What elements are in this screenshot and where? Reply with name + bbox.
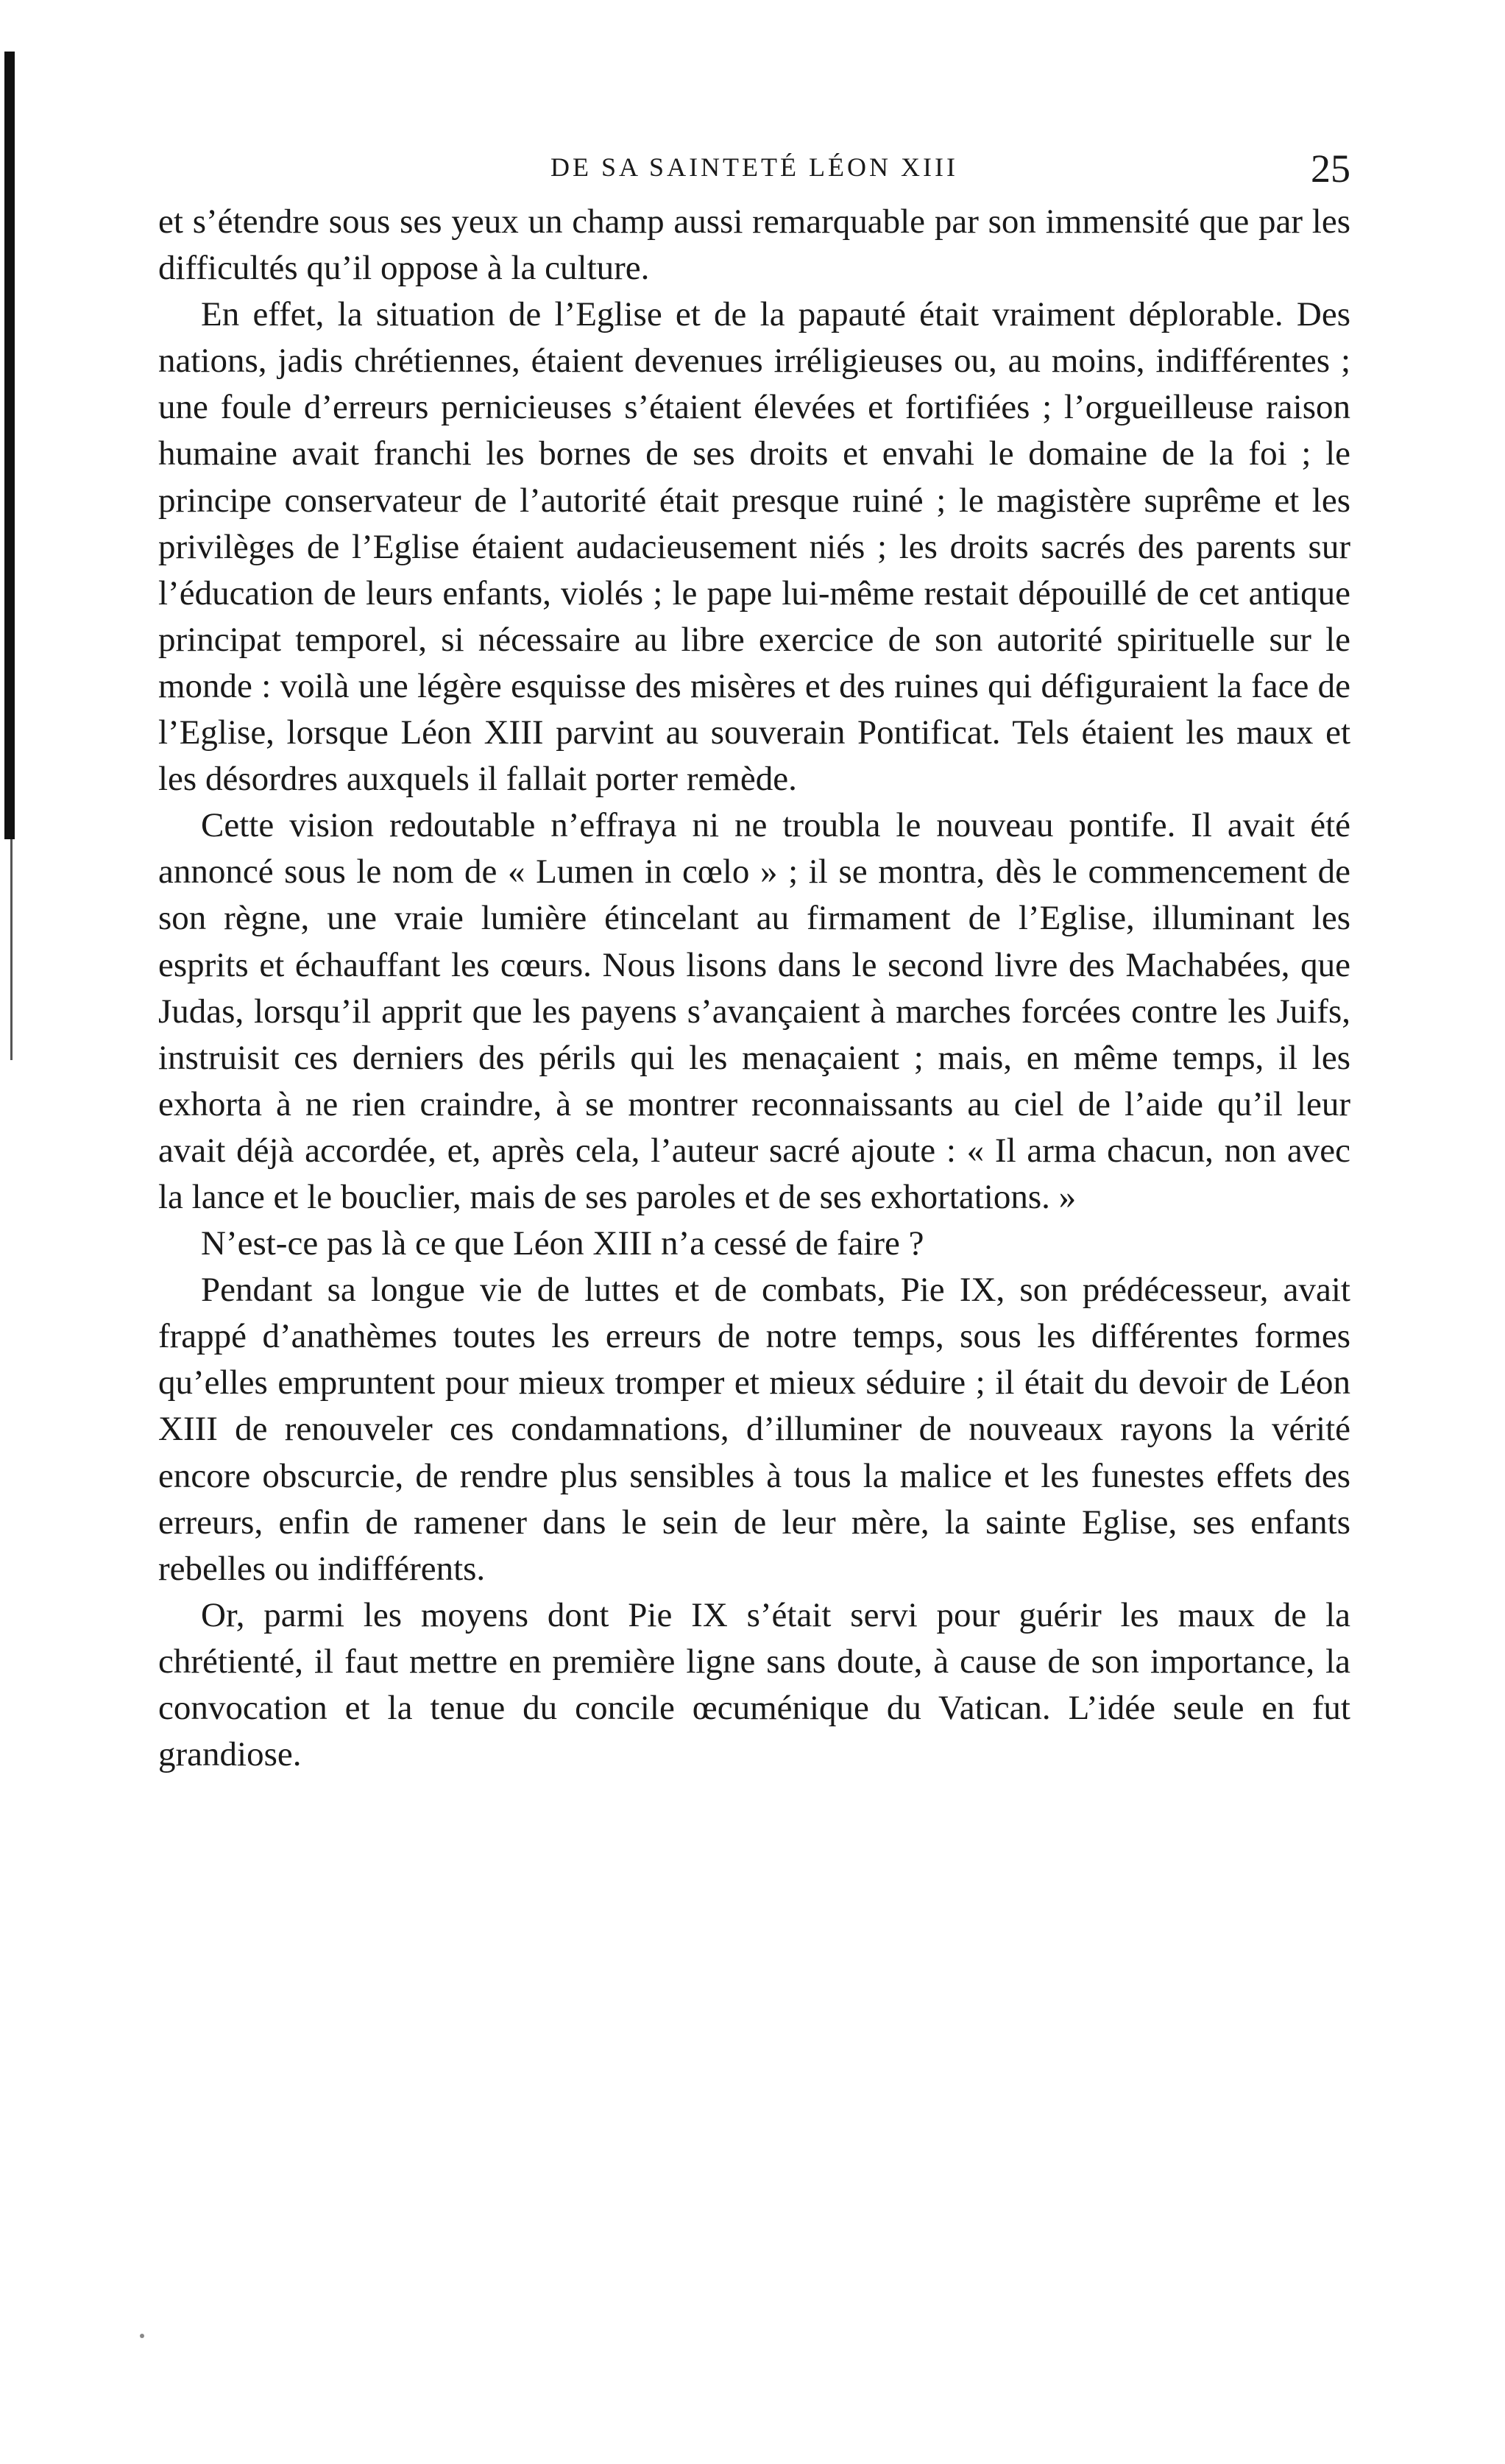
paragraph-question: N’est-ce pas là ce que Léon XIII n’a cessé de faire ? — [201, 1224, 924, 1263]
running-header — [158, 146, 1350, 197]
paper-speck — [140, 2334, 144, 2338]
running-title: DE SA SAINTETÉ LÉON XIII — [550, 152, 958, 182]
paragraph-concile: Or, parmi les moyens dont Pie IX s’était servi pour guérir les maux de la chrétienté, il faut mettre en première ligne sans doute, à cause de son importance, la convocation et la tenue du concile œcuménique du Vatican. L’idée seule en fut grandiose. — [158, 1595, 1350, 1774]
paragraph-pie-ix: Pendant sa longue vie de luttes et de combats, Pie IX, son prédécesseur, avait frappé d’anathèmes toutes les erreurs de notre temps, sous les différentes formes qu’elles empruntent pour mieux tromper et mieux séduire ; il était du devoir de Léon XIII de renouveler ces condamnations, d’illuminer de nouveaux rayons la vérité encore obscurcie, de rendre plus sensibles à tous la malice et les funestes effets des erreurs, enfin de ramener dans le sein de leur mère, la sainte Eglise, ses enfants rebelles ou indifférents. — [158, 1271, 1350, 1588]
paragraph-situation: En effet, la situation de l’Eglise et de la papauté était vraiment déplorable. Des nations, jadis chrétiennes, étaient devenues irréligieuses ou, au moins, indifférentes ; une foule d’erreurs pernicieuses s’étaient élevées et fortifiées ; l’orgueilleuse raison humaine avait franchi les bornes de ses droits et envahi le domaine de la foi ; le principe conservateur de l’autorité était presque ruiné ; le magistère suprême et les privilèges de l’Eglise étaient audacieusement niés ; les droits sacrés des parents sur l’éducation de leurs enfants, violés ; le pape lui-même restait dépouillé de cet antique principat temporel, si nécessaire au libre exercice de son autorité spirituelle sur le monde : voilà une légère esquisse des misères et des ruines qui défiguraient la face de l’Eglise, lorsque Léon XIII parvint au souverain Pontificat. Tels étaient les maux et les désordres auxquels il fallait porter remède. — [158, 295, 1350, 799]
page-binding-line — [10, 839, 13, 1060]
paragraph-vision: Cette vision redoutable n’effraya ni ne troubla le nouveau pontife. Il avait été annoncé sous le nom de « Lumen in cœlo » ; il se montra, dès le commencement de son règne, une vraie lumière étincelant au firmament de l’Eglise, illuminant les esprits et échauffant les cœurs. Nous lisons dans le second livre des Machabées, que Judas, lorsqu’il apprit que les payens s’avançaient à marches forcées contre les Juifs, instruisit ces derniers des périls qui les menaçaient ; mais, en même temps, il les exhorta à ne rien craindre, à se montrer reconnaissants au ciel de l’aide qu’il leur avait déjà accordée, et, après cela, l’auteur sacré ajoute : « Il arma chacun, non avec la lance et le bouclier, mais de ses paroles et de ses exhortations. » — [158, 806, 1350, 1216]
body-text — [158, 199, 1350, 1778]
page-binding-shadow — [4, 52, 15, 839]
paragraph-continuation: et s’étendre sous ses yeux un champ aussi remarquable par son immensité que par les difficultés qu’il oppose à la culture. — [158, 202, 1350, 288]
page-number: 25 — [1311, 147, 1350, 191]
